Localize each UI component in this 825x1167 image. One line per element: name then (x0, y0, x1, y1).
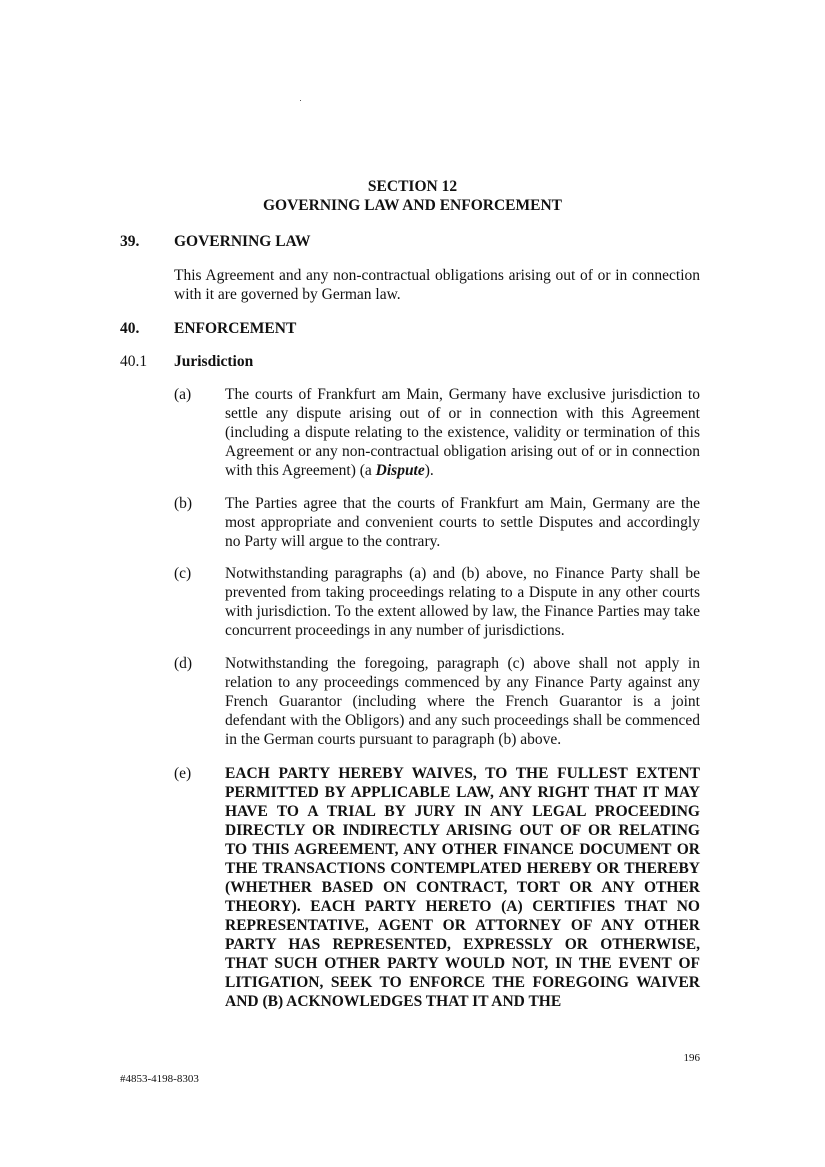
section-subtitle: GOVERNING LAW AND ENFORCEMENT (263, 197, 562, 214)
subclause-40-1 (0, 352, 825, 371)
section-title: SECTION 12 (367, 178, 458, 195)
clause-number: 40. (120, 320, 140, 337)
subclause-title: Jurisdiction (174, 353, 254, 370)
item-label: (b) (174, 495, 193, 512)
item-text: The Parties agree that the courts of Frankfurt am Main, Germany are the most appropriate and convenient courts to settle Disputes and accordingly no Party will argue to the contrary. (225, 495, 700, 550)
item-text: Notwithstanding paragraphs (a) and (b) above, no Finance Party shall be prevented from taking proceedings relating to a Dispute in any other courts with jurisdiction. To the extent allowed by law, the Finance Parties may take concurrent proceedings in any number of jurisdictions. (225, 565, 700, 639)
document-reference: #4853-4198-8303 (120, 1073, 199, 1085)
item-text-end: ). (424, 462, 434, 479)
item-text-start: The courts of Frankfurt am Main, Germany have exclusive jurisdiction to settle any dispute arising out of or in connection with this Agreement (including a dispute relating to the existence, validity or termination of this Agreement or any non-contractual obligation arising out of or in connection with this Agreement) (a (225, 386, 700, 479)
subclause-number: 40.1 (120, 353, 148, 370)
item-label: (c) (174, 565, 192, 582)
item-label: (a) (174, 386, 192, 403)
defined-term: Dispute (375, 462, 425, 479)
scan-speck (300, 100, 301, 101)
item-label: (d) (174, 655, 193, 672)
clause-39-text: This Agreement and any non-contractual obligations arising out of or in connection with it are governed by German law. (174, 267, 700, 303)
page-number: 196 (683, 1052, 700, 1064)
item-label: (e) (174, 765, 192, 782)
item-text: Notwithstanding the foregoing, paragraph (c) above shall not apply in relation to any proceedings commenced by any Finance Party against any French Guarantor (including where the French Guarantor is a joint defendant with the Obligors) and any such proceedings shall be commenced in the German courts pursuant to paragraph (b) above. (225, 655, 700, 748)
clause-number: 39. (120, 233, 140, 250)
clause-title: GOVERNING LAW (174, 233, 311, 250)
jury-waiver-text: EACH PARTY HEREBY WAIVES, TO THE FULLEST EXTENT PERMITTED BY APPLICABLE LAW, ANY RIGHT THAT IT MAY HAVE TO A TRIAL BY JURY IN ANY LEGAL PROCEEDING DIRECTLY OR INDIRECTLY ARISING OUT OF OR RELATING TO THIS AGREEMENT, ANY OTHER FINANCE DOCUMENT OR THE TRANSACTIONS CONTEMPLATED HEREBY OR THEREBY (WHETHER BASED ON CONTRACT, TORT OR ANY OTHER THEORY). EACH PARTY HERETO (A) CERTIFIES THAT NO REPRESENTATIVE, AGENT OR ATTORNEY OF ANY OTHER PARTY HAS REPRESENTED, EXPRESSLY OR OTHERWISE, THAT SUCH OTHER PARTY WOULD NOT, IN THE EVENT OF LITIGATION, SEEK TO ENFORCE THE FOREGOING WAIVER AND (B) ACKNOWLEDGES THAT IT AND THE (225, 765, 700, 1010)
item-text (225, 385, 700, 480)
clause-title: ENFORCEMENT (174, 320, 297, 337)
section-heading (0, 177, 825, 215)
